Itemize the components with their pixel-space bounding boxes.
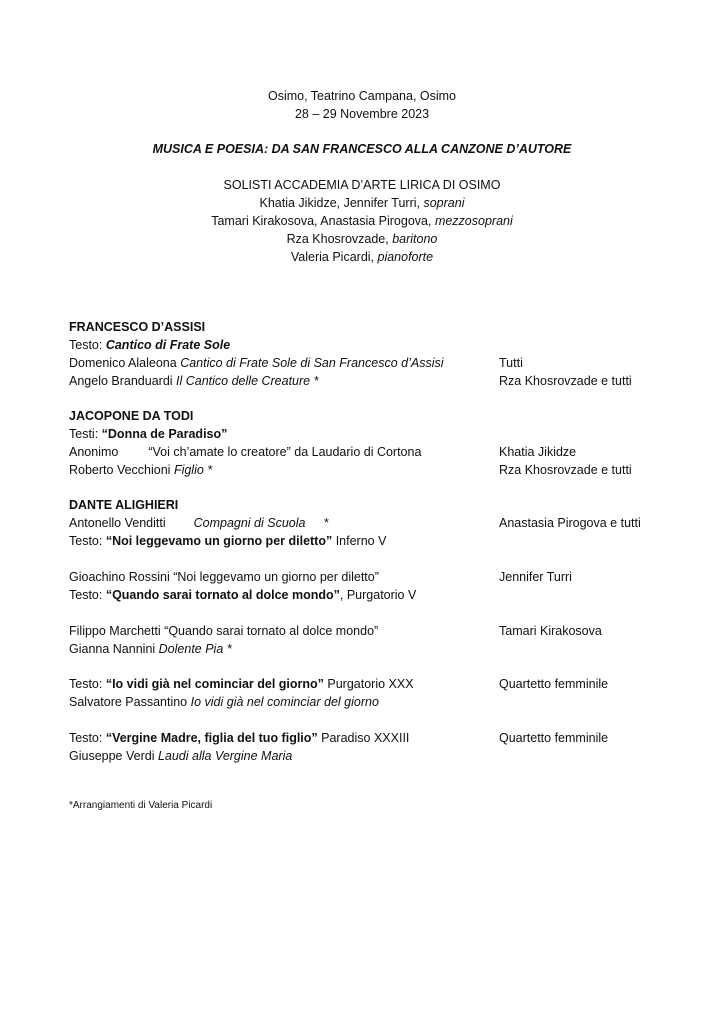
- testo-title: “Io vidi già nel cominciar del giorno”: [105, 677, 324, 691]
- composer: Roberto Vecchioni: [69, 463, 174, 477]
- program-item: [69, 694, 379, 710]
- composer: Angelo Branduardi: [69, 374, 177, 388]
- item-performers: Quartetto femminile: [499, 731, 609, 745]
- testo-title: “Noi leggevamo un giorno per diletto”: [105, 534, 333, 548]
- work-title: Figlio *: [173, 463, 213, 477]
- performer-names: Tamari Kirakosova, Anastasia Pirogova,: [211, 214, 435, 228]
- testo-title: “Vergine Madre, figlia del tuo figlio”: [105, 731, 318, 745]
- performer-line: [0, 195, 724, 211]
- work-title: “Voi ch’amate lo creatore” da Laudario di Cortona: [148, 445, 422, 459]
- program-item: [69, 748, 292, 764]
- work-title: Cantico di Frate Sole di San Francesco d’Assisi: [180, 356, 444, 370]
- section-heading-francesco: FRANCESCO D’ASSISI: [69, 320, 206, 334]
- section-text-line: [69, 337, 230, 353]
- testo-label: Testo:: [69, 677, 106, 691]
- work-title: Dolente Pia *: [158, 642, 232, 656]
- item-performers: Anastasia Pirogova e tutti: [499, 516, 641, 530]
- program-item: [69, 515, 328, 531]
- performer-names: Khatia Jikidze, Jennifer Turri,: [259, 196, 424, 210]
- composer: Gianna Nannini: [69, 642, 159, 656]
- testo-reference: Paradiso XXXIII: [317, 731, 410, 745]
- composer: Antonello Venditti: [69, 516, 166, 530]
- performer-line: [0, 231, 724, 247]
- section-heading-jacopone: JACOPONE DA TODI: [69, 409, 194, 423]
- dates-line: 28 – 29 Novembre 2023: [294, 107, 430, 121]
- performer-names: Valeria Picardi,: [290, 250, 378, 264]
- program-item: Filippo Marchetti “Quando sarai tornato al dolce mondo”: [69, 624, 379, 638]
- item-performers: Tutti: [499, 356, 523, 370]
- program-item: [69, 355, 444, 371]
- item-performers: Rza Khosrovzade e tutti: [499, 463, 632, 477]
- testo-label: Testo:: [69, 588, 106, 602]
- testo-label: Testi:: [69, 427, 102, 441]
- testo-label: Testo:: [69, 534, 106, 548]
- item-performers: Jennifer Turri: [499, 570, 572, 584]
- testo-label: Testo:: [69, 338, 106, 352]
- performer-role: mezzosoprani: [434, 214, 513, 228]
- section-heading-dante: DANTE ALIGHIERI: [69, 498, 179, 512]
- performer-role: pianoforte: [377, 250, 434, 264]
- item-performers: Quartetto femminile: [499, 677, 609, 691]
- performer-line: [0, 249, 724, 265]
- program-item: [69, 462, 212, 478]
- testo-reference: Inferno V: [332, 534, 387, 548]
- section-text-line: [69, 730, 409, 746]
- arrangement-mark: *: [323, 516, 329, 530]
- work-title: Compagni di Scuola: [193, 516, 306, 530]
- composer: Giuseppe Verdi: [69, 749, 158, 763]
- program-item: [69, 641, 232, 657]
- composer: Anonimo: [69, 445, 119, 459]
- program-item: [69, 373, 318, 389]
- footnote: *Arrangiamenti di Valeria Picardi: [69, 800, 213, 811]
- program-item: [69, 444, 421, 460]
- testo-reference: Purgatorio XXX: [323, 677, 414, 691]
- composer: Domenico Alaleona: [69, 356, 181, 370]
- ensemble-name: SOLISTI ACCADEMIA D’ARTE LIRICA DI OSIMO: [223, 178, 501, 192]
- item-performers: Khatia Jikidze: [499, 445, 577, 459]
- section-text-line: [69, 676, 414, 692]
- work-title: Laudi alla Vergine Maria: [157, 749, 293, 763]
- venue-line: Osimo, Teatrino Campana, Osimo: [267, 89, 457, 103]
- testo-title: “Donna de Paradiso”: [101, 427, 228, 441]
- testo-title: Cantico di Frate Sole: [105, 338, 231, 352]
- section-text-line: [69, 426, 227, 442]
- section-text-line: [69, 587, 416, 603]
- composer: Salvatore Passantino: [69, 695, 191, 709]
- testo-title: “Quando sarai tornato al dolce mondo”: [105, 588, 340, 602]
- work-title: Il Cantico delle Creature *: [176, 374, 319, 388]
- testo-label: Testo:: [69, 731, 106, 745]
- work-title: Io vidi già nel cominciar del giorno: [190, 695, 379, 709]
- performer-role: soprani: [423, 196, 465, 210]
- performer-line: [0, 213, 724, 229]
- program-item: Gioachino Rossini “Noi leggevamo un giorno per diletto”: [69, 570, 379, 584]
- section-text-line: [69, 533, 386, 549]
- concert-title: MUSICA E POESIA: DA SAN FRANCESCO ALLA CANZONE D’AUTORE: [152, 142, 572, 156]
- performer-role: baritono: [392, 232, 438, 246]
- performer-names: Rza Khosrovzade,: [286, 232, 393, 246]
- item-performers: Tamari Kirakosova: [499, 624, 602, 638]
- item-performers: Rza Khosrovzade e tutti: [499, 374, 632, 388]
- testo-reference: , Purgatorio V: [339, 588, 417, 602]
